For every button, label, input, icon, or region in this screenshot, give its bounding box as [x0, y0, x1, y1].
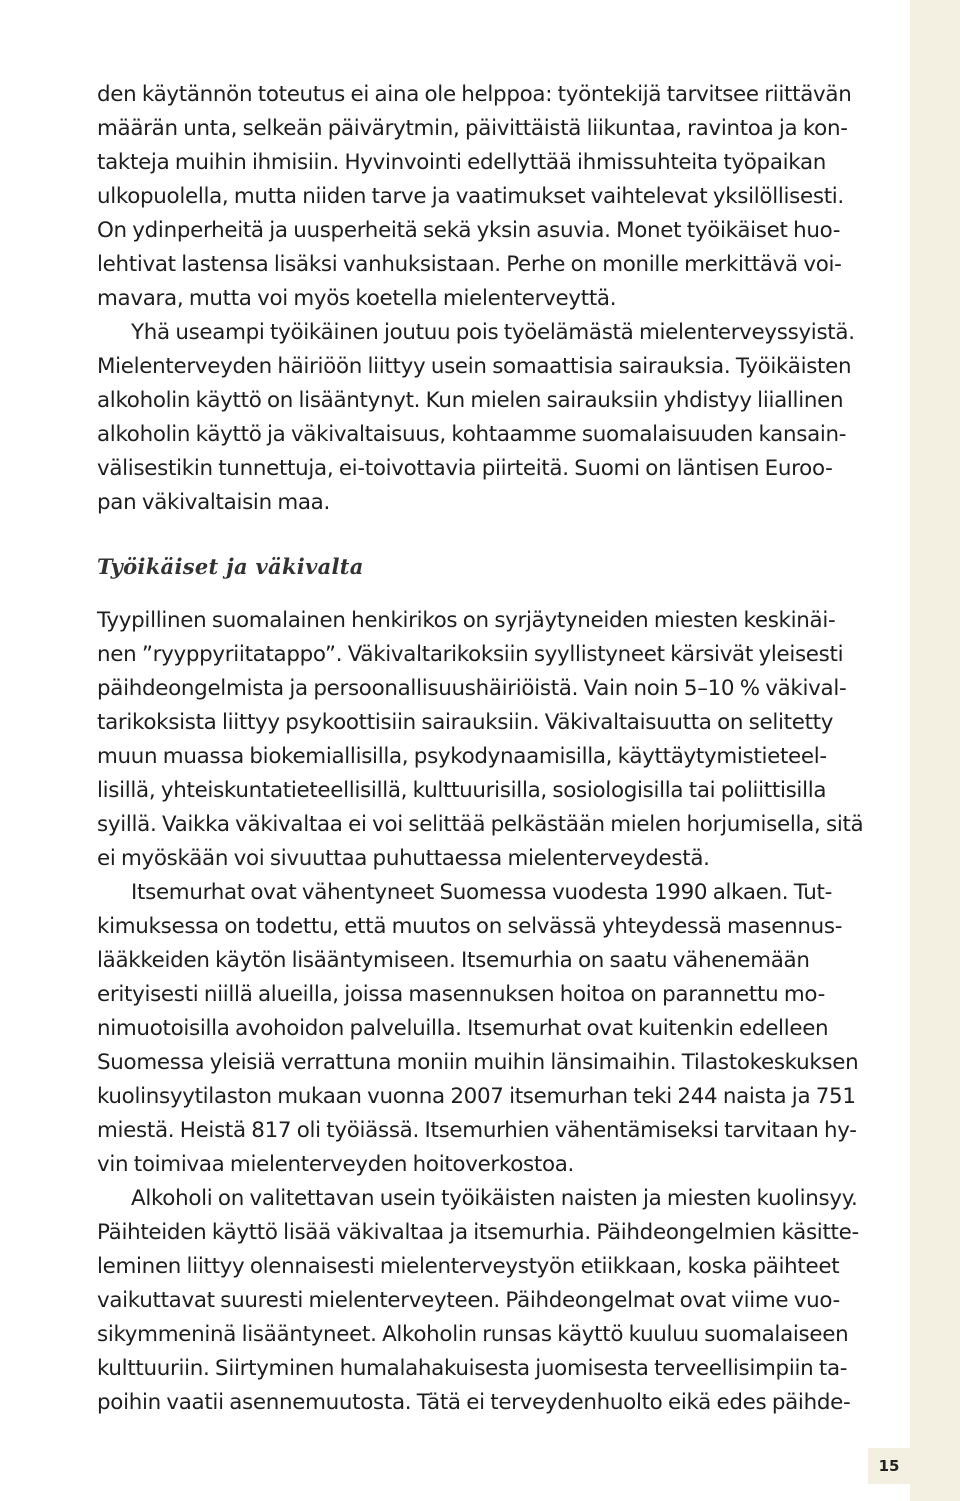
paragraph	[97, 1182, 865, 1420]
text-line: vin toimivaa mielenterveyden hoitoverkostoa.	[97, 1152, 575, 1177]
text-line: Mielenterveyden häiriöön liittyy usein somaattisia sairauksia. Työikäisten	[97, 354, 852, 379]
paragraph	[97, 876, 865, 1182]
text-line: lehtivat lastensa lisäksi vanhuksistaan. Perhe on monille merkittävä voi-	[97, 252, 842, 277]
text-line: päihdeongelmista ja persoonallisuushäiriöistä. Vain noin 5–10 % väkival-	[97, 676, 847, 701]
text-line: erityisesti niillä alueilla, joissa masennuksen hoitoa on parannettu mo-	[97, 982, 825, 1007]
text-line: Suomessa yleisiä verrattuna moniin muihin länsimaihin. Tilastokeskuksen	[97, 1050, 859, 1075]
text-line: leminen liittyy olennaisesti mielenterveystyön etiikkaan, koska päihteet	[97, 1254, 840, 1279]
text-line: muun muassa biokemiallisilla, psykodynaamisilla, käyttäytymistieteel-	[97, 744, 827, 769]
paragraph	[97, 604, 865, 876]
text-line: määrän unta, selkeän päivärytmin, päivittäistä liikuntaa, ravintoa ja kon-	[97, 116, 848, 141]
text-line: Päihteiden käyttö lisää väkivaltaa ja itsemurhia. Päihdeongelmien käsitte-	[97, 1220, 859, 1245]
section-heading: Työikäiset ja väkivalta	[97, 554, 364, 579]
text-line: kimuksessa on todettu, että muutos on selvässä yhteydessä masennus-	[97, 914, 843, 939]
text-line: Itsemurhat ovat vähentyneet Suomessa vuodesta 1990 alkaen. Tut-	[131, 880, 833, 905]
text-line: välisestikin tunnettuja, ei-toivottavia piirteitä. Suomi on läntisen Euroo-	[97, 456, 833, 481]
paragraphs-before	[97, 78, 865, 520]
text-line: mavara, mutta voi myös koetella mielenterveyttä.	[97, 286, 617, 311]
paragraph	[97, 316, 865, 520]
text-line: poihin vaatii asennemuutosta. Tätä ei terveydenhuolto eikä edes päihde-	[97, 1390, 851, 1415]
text-line: alkoholin käyttö ja väkivaltaisuus, kohtaamme suomalaisuuden kansain-	[97, 422, 847, 447]
body-text	[97, 78, 865, 1420]
page-number: 15	[868, 1448, 910, 1484]
margin-strip	[910, 0, 960, 1501]
text-line: lisillä, yhteiskuntatieteellisillä, kulttuurisilla, sosiologisilla tai poliittisilla	[97, 778, 827, 803]
text-line: ulkopuolella, mutta niiden tarve ja vaatimukset vaihtelevat yksilöllisesti.	[97, 184, 844, 209]
text-line: On ydinperheitä ja uusperheitä sekä yksin asuvia. Monet työikäiset huo-	[97, 218, 841, 243]
text-line: pan väkivaltaisin maa.	[97, 490, 330, 515]
text-line: alkoholin käyttö on lisääntynyt. Kun mielen sairauksiin yhdistyy liiallinen	[97, 388, 844, 413]
text-line: syillä. Vaikka väkivaltaa ei voi selittää pelkästään mielen horjumisella, sitä	[97, 812, 864, 837]
text-line: Tyypillinen suomalainen henkirikos on syrjäytyneiden miesten keskinäi-	[97, 608, 836, 633]
text-line: kulttuuriin. Siirtyminen humalahakuisesta juomisesta terveellisimpiin ta-	[97, 1356, 848, 1381]
text-line: sikymmeninä lisääntyneet. Alkoholin runsas käyttö kuuluu suomalaiseen	[97, 1322, 849, 1347]
text-line: lääkkeiden käytön lisääntymiseen. Itsemurhia on saatu vähenemään	[97, 948, 810, 973]
paragraphs-after	[97, 604, 865, 1420]
text-line: tarikoksista liittyy psykoottisiin sairauksiin. Väkivaltaisuutta on selitetty	[97, 710, 834, 735]
text-line: takteja muihin ihmisiin. Hyvinvointi edellyttää ihmissuhteita työpaikan	[97, 150, 827, 175]
paragraph	[97, 78, 865, 316]
text-line: miestä. Heistä 817 oli työiässä. Itsemurhien vähentämiseksi tarvitaan hy-	[97, 1118, 857, 1143]
text-line: kuolinsyytilaston mukaan vuonna 2007 itsemurhan teki 244 naista ja 751	[97, 1084, 856, 1109]
text-line: nimuotoisilla avohoidon palveluilla. Itsemurhat ovat kuitenkin edelleen	[97, 1016, 829, 1041]
text-line: Alkoholi on valitettavan usein työikäisten naisten ja miesten kuolinsyy.	[131, 1186, 858, 1211]
text-line: Yhä useampi työikäinen joutuu pois työelämästä mielenterveyssyistä.	[131, 320, 855, 345]
text-line: vaikuttavat suuresti mielenterveyteen. Päihdeongelmat ovat viime vuo-	[97, 1288, 840, 1313]
text-line: nen ”ryyppyriitatappo”. Väkivaltarikoksiin syyllistyneet kärsivät yleisesti	[97, 642, 844, 667]
text-line: ei myöskään voi sivuuttaa puhuttaessa mielenterveydestä.	[97, 846, 710, 871]
text-line: den käytännön toteutus ei aina ole helppoa: työntekijä tarvitsee riittävän	[97, 82, 852, 107]
